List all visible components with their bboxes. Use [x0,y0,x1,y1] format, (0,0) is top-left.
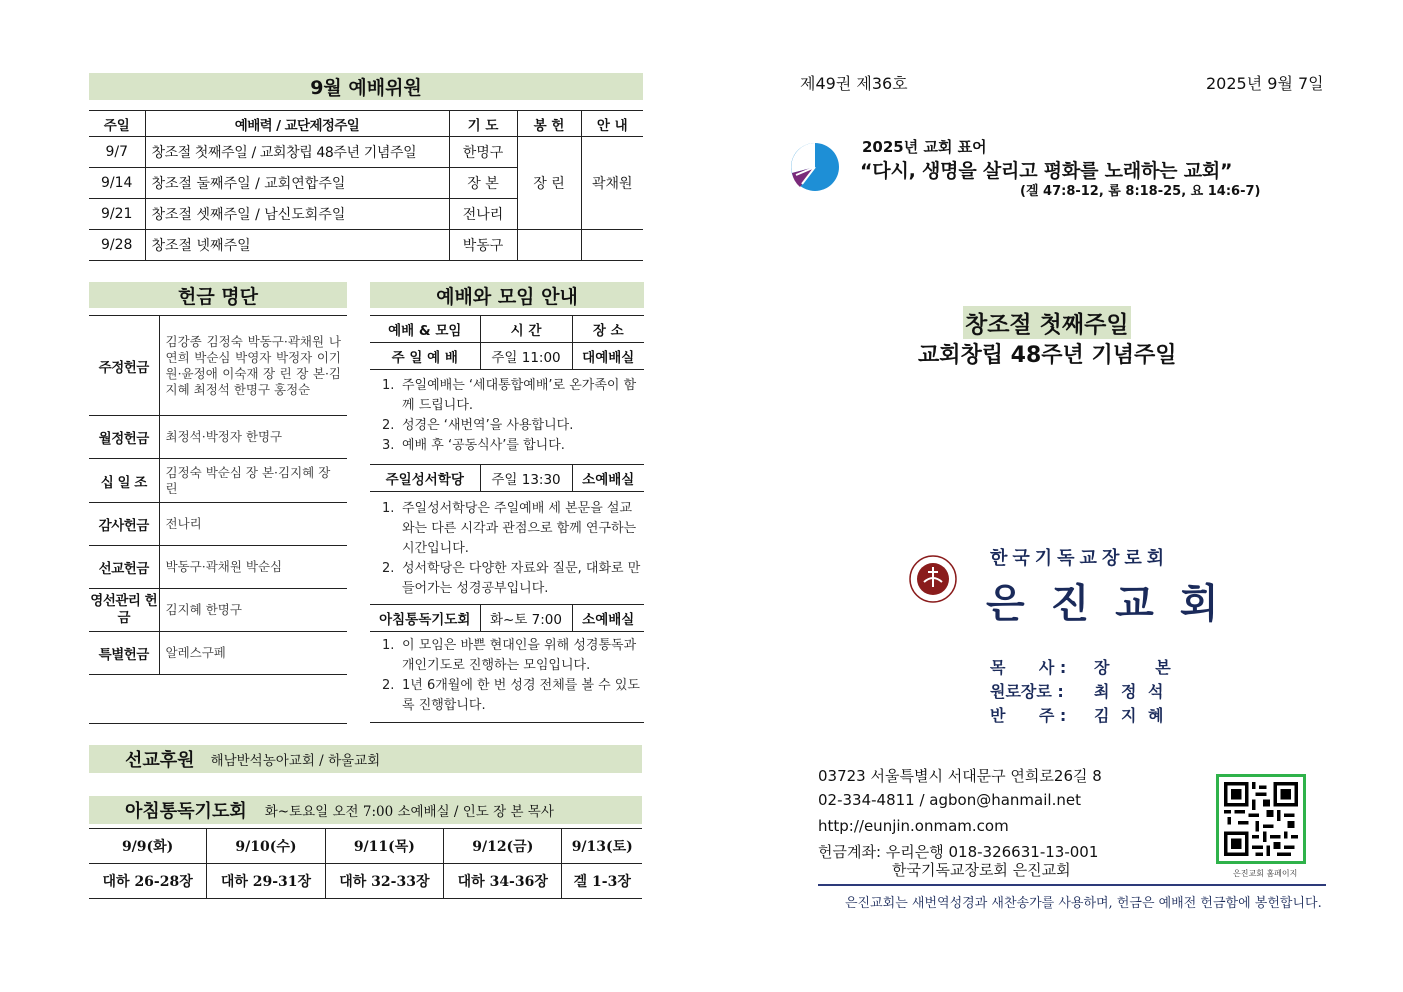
offering-label: 영선관리 헌 금 [89,589,159,632]
offering-names: 최정석·박정자 한명구 [159,416,347,459]
reading-table [89,828,642,899]
table-row [89,829,642,864]
day-cell: 9/11(목) [325,829,443,864]
reading-cell: 대하 26-28장 [89,864,207,899]
offering-label: 주정헌금 [89,316,159,416]
offering-names: 김강종 김정숙 박동구·곽채원 나연희 박순심 박영자 박정자 이기원·윤정애 이숙재 장 린 장 본·김지혜 최정석 한명구 홍정순 [159,316,347,416]
volume-number: 제49권 제36호 [800,74,908,93]
staff-role: 목 사 : [990,658,1067,677]
date-cell: 9/28 [89,230,145,261]
col-header: 안 내 [581,111,643,137]
prayer-cell: 한명구 [449,137,517,168]
reading-cell: 겔 1-3장 [562,864,642,899]
morning-text: 화~토요일 오전 7:00 소예배실 / 인도 장 본 목사 [264,804,554,820]
footer-note: 은진교회는 새번역성경과 새찬송가를 사용하며, 헌금은 예배전 헌금함에 봉헌합니다. [845,896,1322,911]
service-cell: 창조절 둘째주일 / 교회연합주일 [145,168,449,199]
col-header: 봉 헌 [517,111,581,137]
list-item: 2. 1년 6개월에 한 번 성경 전체를 볼 수 있도록 진행합니다. [382,678,640,713]
sunday-subtitle: 교회창립 48주년 기념주일 [918,343,1177,368]
church-name: 은 진 교 회 [986,581,1225,627]
prayer-cell: 전나리 [449,199,517,230]
day-cell: 9/12(금) [444,829,562,864]
offering-table [89,315,347,724]
offering-names: 알레스구페 [159,632,347,675]
col-header: 예배 & 모임 [370,316,480,343]
list-item: 3. 예배 후 ‘공동식사’를 합니다. [382,438,565,453]
account-info: 헌금계좌: 우리은행 018-326631-13-001 [818,843,1099,861]
qr-code[interactable] [1216,774,1306,864]
list-item: 1. 주일예배는 ‘세대통합예배’로 온가족이 함께 드립니다. [382,378,637,413]
meeting-place: 소예배실 [572,465,644,492]
list-item: 1. 이 모임은 바쁜 현대인을 위해 성경통독과 개인기도로 진행하는 모임입니다. [382,638,637,673]
staff-role: 원로장로 : [990,682,1064,701]
morning-title: 아침통독기도회 [125,801,247,822]
empty-cell [89,675,159,724]
offering-label: 월정헌금 [89,416,159,459]
table-row [89,589,347,632]
table-row [89,459,347,503]
table-row [89,546,347,589]
reading-cell: 대하 32-33장 [325,864,443,899]
website-link[interactable]: http://eunjin.onmam.com [818,817,1009,835]
meeting-time: 주일 11:00 [480,343,572,370]
schedule-table-2 [370,464,644,492]
service-cell: 창조절 넷째주일 [145,230,449,261]
motto-text: “다시, 생명을 살리고 평화를 노래하는 교회” [860,160,1233,182]
offering-label: 선교헌금 [89,546,159,589]
day-cell: 9/9(화) [89,829,207,864]
col-header: 기 도 [449,111,517,137]
offering-names: 김지혜 한명구 [159,589,347,632]
col-header: 예배력 / 교단제정주일 [145,111,449,137]
col-header: 주일 [89,111,145,137]
meeting-time: 화~토 7:00 [480,605,572,632]
sunday-title: 창조절 첫째주일 [963,306,1131,339]
date-cell: 9/14 [89,168,145,199]
offering-person-cell: 장 린 [517,137,581,230]
qr-code-icon [1224,782,1298,856]
bible-study-notes [370,499,644,599]
offering-names: 김정숙 박순심 장 본·김지혜 장 린 [159,459,347,503]
prayer-meeting-notes [370,636,644,723]
col-header: 시 간 [480,316,572,343]
meeting-time: 주일 13:30 [480,465,572,492]
staff-name: 장 본 [1094,658,1174,677]
empty-cell [159,675,347,724]
prayer-cell: 장 본 [449,168,517,199]
motto-label: 2025년 교회 표어 [862,138,987,156]
worship-committee-title: 9월 예배위원 [89,73,643,100]
morning-band [89,796,642,824]
col-header: 장 소 [572,316,644,343]
date-cell: 9/7 [89,137,145,168]
day-cell: 9/10(수) [207,829,325,864]
qr-caption: 은진교회 홈페이지 [1233,869,1298,878]
table-row [89,416,347,459]
church-seal-icon [904,554,962,604]
date-cell: 9/21 [89,199,145,230]
mission-title: 선교후원 [125,750,195,771]
table-row [89,503,347,546]
issue-date: 2025년 9월 7일 [1206,74,1324,93]
day-cell: 9/13(토) [562,829,642,864]
meeting-name: 주 일 예 배 [370,343,480,370]
offering-label: 십 일 조 [89,459,159,503]
empty-cell [517,230,581,261]
list-item: 2. 성서학당은 다양한 자료와 질문, 대화로 만들어가는 성경공부입니다. [382,561,641,596]
staff-name: 김 지 혜 [1094,706,1167,725]
table-row [89,632,347,675]
offering-title: 헌금 명단 [89,282,347,308]
meeting-place: 소예배실 [572,605,644,632]
mission-band [89,745,642,773]
offering-names: 박동구·곽채원 박순심 [159,546,347,589]
list-item: 2. 성경은 ‘새번역’을 사용합니다. [382,418,574,433]
table-row [89,316,347,416]
reading-cell: 대하 34-36장 [444,864,562,899]
usher-cell: 곽채원 [581,137,643,230]
table-row [370,343,644,370]
service-cell: 창조절 셋째주일 / 남신도회주일 [145,199,449,230]
schedule-table [370,315,644,370]
offering-label: 감사헌금 [89,503,159,546]
service-cell: 창조절 첫째주일 / 교회창립 48주년 기념주일 [145,137,449,168]
schedule-title: 예배와 모임 안내 [370,282,644,308]
staff-name: 최 정 석 [1094,682,1167,701]
reading-cell: 대하 29-31장 [207,864,325,899]
offering-label: 특별헌금 [89,632,159,675]
meeting-name: 주일성서학당 [370,465,480,492]
prayer-cell: 박동구 [449,230,517,261]
table-row [370,465,644,492]
table-row [89,137,643,168]
table-row [370,605,644,632]
worship-notes [370,376,644,456]
motto-logo-icon [790,142,840,192]
table-row [89,675,347,724]
motto-references: (겔 47:8-12, 롬 8:18-25, 요 14:6-7) [1020,184,1261,199]
table-row [89,864,642,899]
mission-text: 해남반석농아교회 / 하울교회 [210,753,381,769]
list-item: 1. 주일성서학당은 주일예배 세 본문을 설교와는 다른 시각과 관점으로 함께 연구하는 시간입니다. [382,501,637,556]
empty-cell [581,230,643,261]
denomination-name: 한국기독교장로회 [990,548,1170,569]
phone-email: 02-334-4811 / agbon@hanmail.net [818,791,1081,809]
address: 03723 서울특별시 서대문구 연희로26길 8 [818,767,1102,785]
schedule-table-3 [370,604,644,632]
staff-role: 반 주 : [990,706,1067,725]
account-holder: 한국기독교장로회 은진교회 [892,861,1071,879]
meeting-place: 대예배실 [572,343,644,370]
worship-committee-table [89,110,643,261]
meeting-name: 아침통독기도회 [370,605,480,632]
footer-rule [818,884,1326,886]
table-row [89,230,643,261]
offering-names: 전나리 [159,503,347,546]
